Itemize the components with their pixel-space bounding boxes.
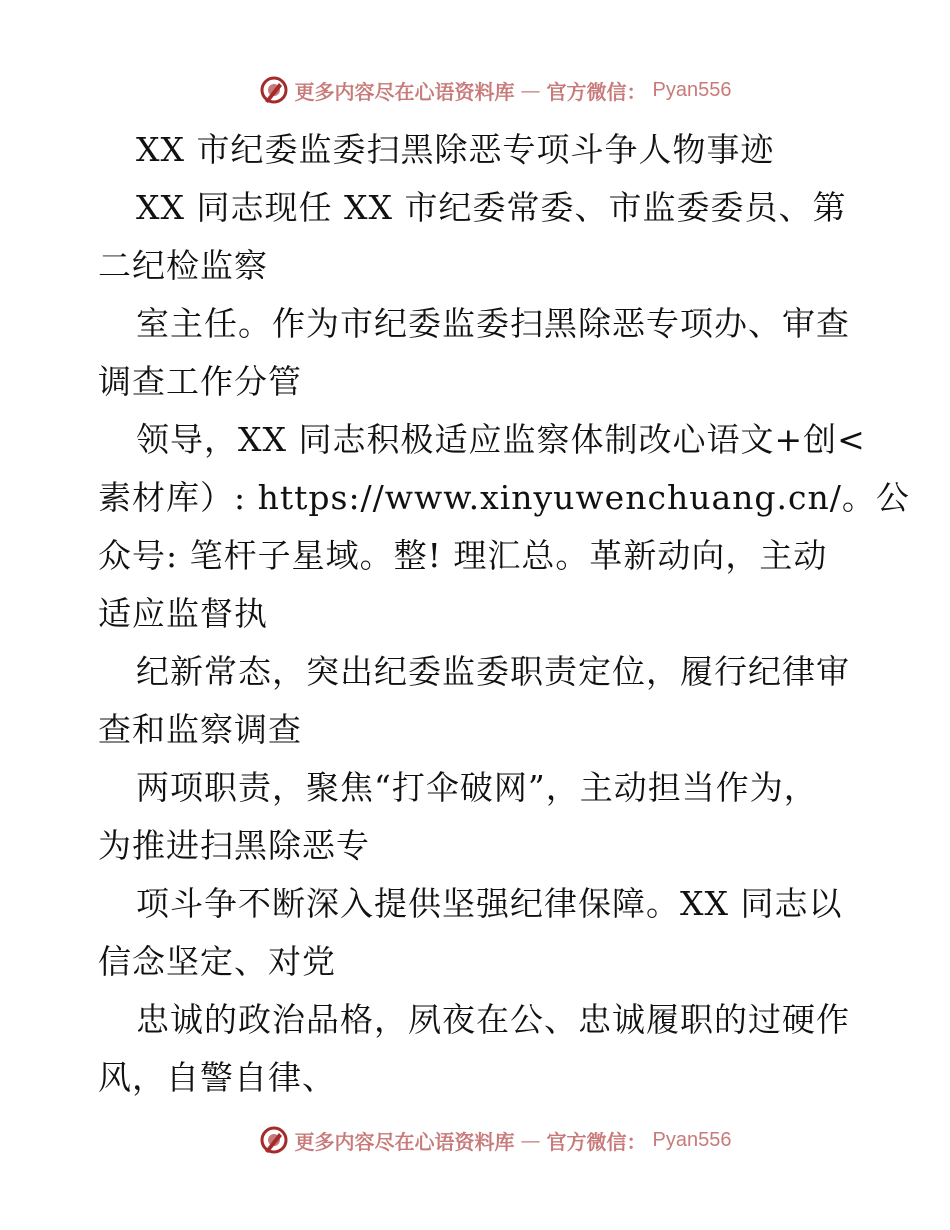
- paragraph-line: 二纪检监察: [98, 246, 268, 285]
- pen-logo-icon: [259, 1125, 289, 1155]
- footer-banner-content: [259, 1125, 732, 1155]
- paragraph-line: 领导，XX 同志积极适应监察体制改心语文+创<: [136, 420, 866, 459]
- paragraph-line: 忠诚的政治品格，夙夜在公、忠诚履职的过硬作: [136, 1000, 850, 1039]
- header-wechat-label: 官方微信：: [546, 79, 647, 104]
- paragraph-line: 两项职责，聚焦“打伞破网”，主动担当作为，: [136, 768, 818, 807]
- pen-logo-icon: [259, 75, 289, 105]
- paragraph-line: XX 同志现任 XX 市纪委常委、市监委委员、第: [136, 188, 847, 227]
- paragraph-line: 查和监察调查: [98, 710, 302, 749]
- paragraph-line: 项斗争不断深入提供坚强纪律保障。XX 同志以: [136, 884, 843, 923]
- footer-wechat-label: 官方微信：: [546, 1129, 647, 1154]
- footer-banner-text: 更多内容尽在心语资料库: [294, 1129, 515, 1154]
- paragraph-line: 为推进扫黑除恶专: [98, 826, 370, 865]
- paragraph-line: 室主任。作为市纪委监委扫黑除恶专项办、审查: [136, 304, 850, 343]
- footer-banner: [0, 1120, 950, 1160]
- paragraph-line: 素材库）: https://www.xinyuwenchuang.cn/。公: [98, 478, 910, 517]
- paragraph-line: 适应监督执: [98, 594, 268, 633]
- paragraph-line: 信念坚定、对党: [98, 942, 336, 981]
- paragraph-line: 风，自警自律、: [98, 1058, 336, 1097]
- header-banner-dash: —: [520, 78, 541, 102]
- paragraph-line: 众号: 笔杆子星域。整! 理汇总。革新动向，主动: [98, 536, 828, 575]
- paragraph-line: 纪新常态，突出纪委监委职责定位，履行纪律审: [136, 652, 850, 691]
- paragraph-line: 调查工作分管: [98, 362, 302, 401]
- document-body: [98, 121, 910, 1107]
- footer-banner-dash: —: [520, 1128, 541, 1152]
- footer-wechat-id: Pyan556: [652, 1128, 732, 1151]
- header-wechat-id: Pyan556: [652, 78, 732, 101]
- header-banner-text: 更多内容尽在心语资料库: [294, 79, 515, 104]
- header-banner-content: [259, 75, 732, 105]
- header-banner: [0, 70, 950, 110]
- document-title: XX 市纪委监委扫黑除恶专项斗争人物事迹: [136, 130, 775, 169]
